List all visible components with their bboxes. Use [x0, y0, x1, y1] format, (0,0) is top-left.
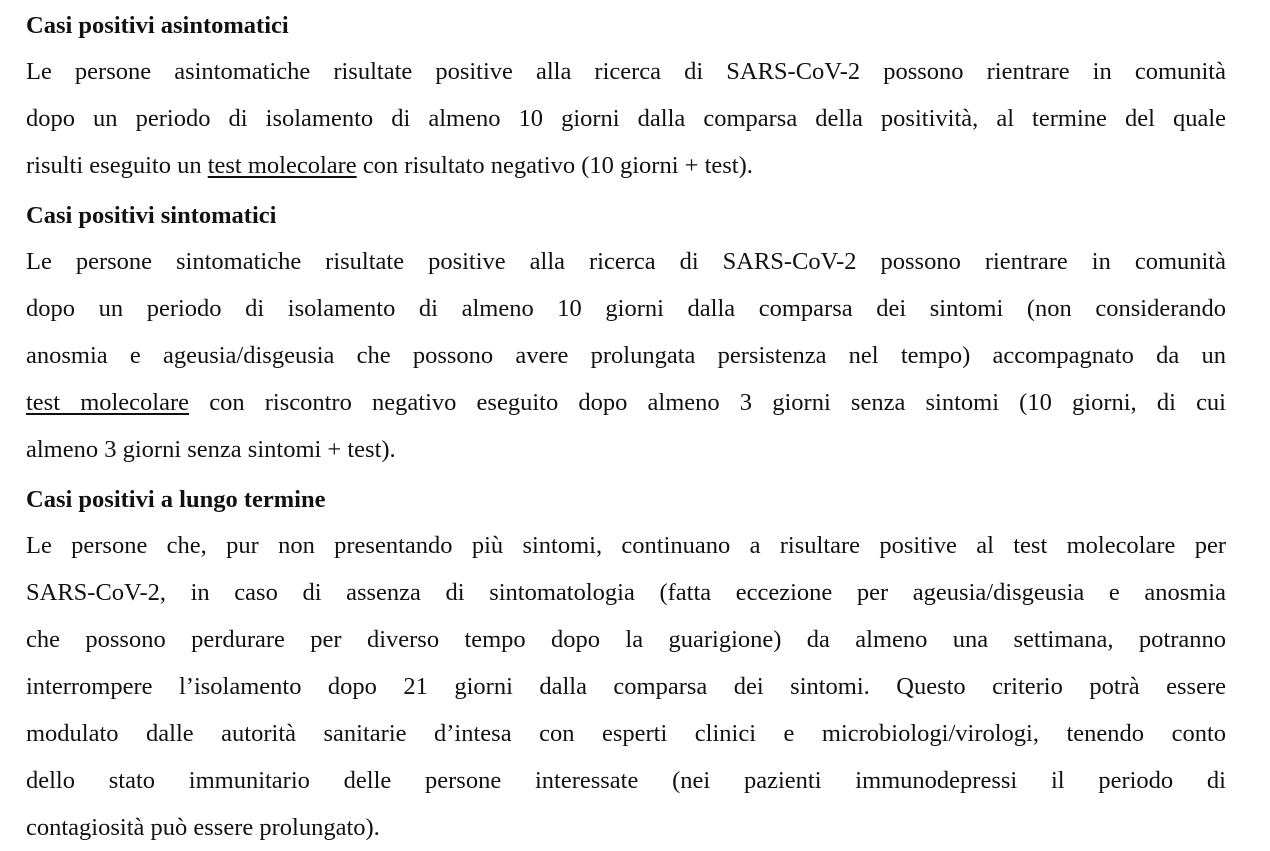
paragraph-line: dopo un periodo di isolamento di almeno 10 giorni dalla comparsa della positività, al termine del quale — [26, 105, 1226, 132]
section-paragraph — [26, 48, 1226, 189]
paragraph-line: contagiosità può essere prolungato). — [26, 814, 380, 841]
paragraph-line — [26, 142, 1226, 189]
paragraph-line: anosmia e ageusia/disgeusia che possono avere prolungata persistenza nel tempo) accompagnato da un — [26, 342, 1226, 369]
paragraph-line: dello stato immunitario delle persone interessate (nei pazienti immunodepressi il periodo di — [26, 767, 1226, 794]
section-heading: Casi positivi asintomatici — [26, 12, 289, 39]
underlined-term: test molecolare — [207, 152, 357, 179]
paragraph-line: che possono perdurare per diverso tempo dopo la guarigione) da almeno una settimana, potranno — [26, 626, 1226, 653]
paragraph-line: SARS-CoV-2, in caso di assenza di sintomatologia (fatta eccezione per ageusia/disgeusia e anosmia — [26, 579, 1226, 606]
section-symptomatic — [26, 200, 1226, 473]
line-text: con riscontro negativo eseguito dopo almeno 3 giorni senza sintomi (10 giorni, di cui — [189, 389, 1226, 416]
paragraph-line: Le persone che, pur non presentando più sintomi, continuano a risultare positive al test molecolare per — [26, 532, 1226, 559]
paragraph-line: interrompere l’isolamento dopo 21 giorni dalla comparsa dei sintomi. Questo criterio potrà essere — [26, 673, 1226, 700]
section-long-term — [26, 484, 1226, 851]
line-text: con risultato negativo (10 giorni + test). — [356, 152, 753, 179]
section-heading: Casi positivi sintomatici — [26, 202, 277, 229]
section-asymptomatic — [26, 10, 1226, 189]
paragraph-line: almeno 3 giorni senza sintomi + test). — [26, 436, 396, 463]
paragraph-line: dopo un periodo di isolamento di almeno 10 giorni dalla comparsa dei sintomi (non considerando — [26, 295, 1226, 322]
line-text: risulti eseguito un — [26, 152, 208, 179]
paragraph-line: modulato dalle autorità sanitarie d’intesa con esperti clinici e microbiologi/virologi, tenendo conto — [26, 720, 1226, 747]
section-paragraph — [26, 522, 1226, 851]
paragraph-line — [26, 379, 1226, 426]
paragraph-line: Le persone asintomatiche risultate positive alla ricerca di SARS-CoV-2 possono rientrare in comunità — [26, 58, 1226, 85]
section-paragraph — [26, 238, 1226, 473]
section-heading: Casi positivi a lungo termine — [26, 486, 326, 513]
paragraph-line: Le persone sintomatiche risultate positive alla ricerca di SARS-CoV-2 possono rientrare in comunità — [26, 248, 1226, 275]
underlined-term: test molecolare — [26, 389, 190, 416]
